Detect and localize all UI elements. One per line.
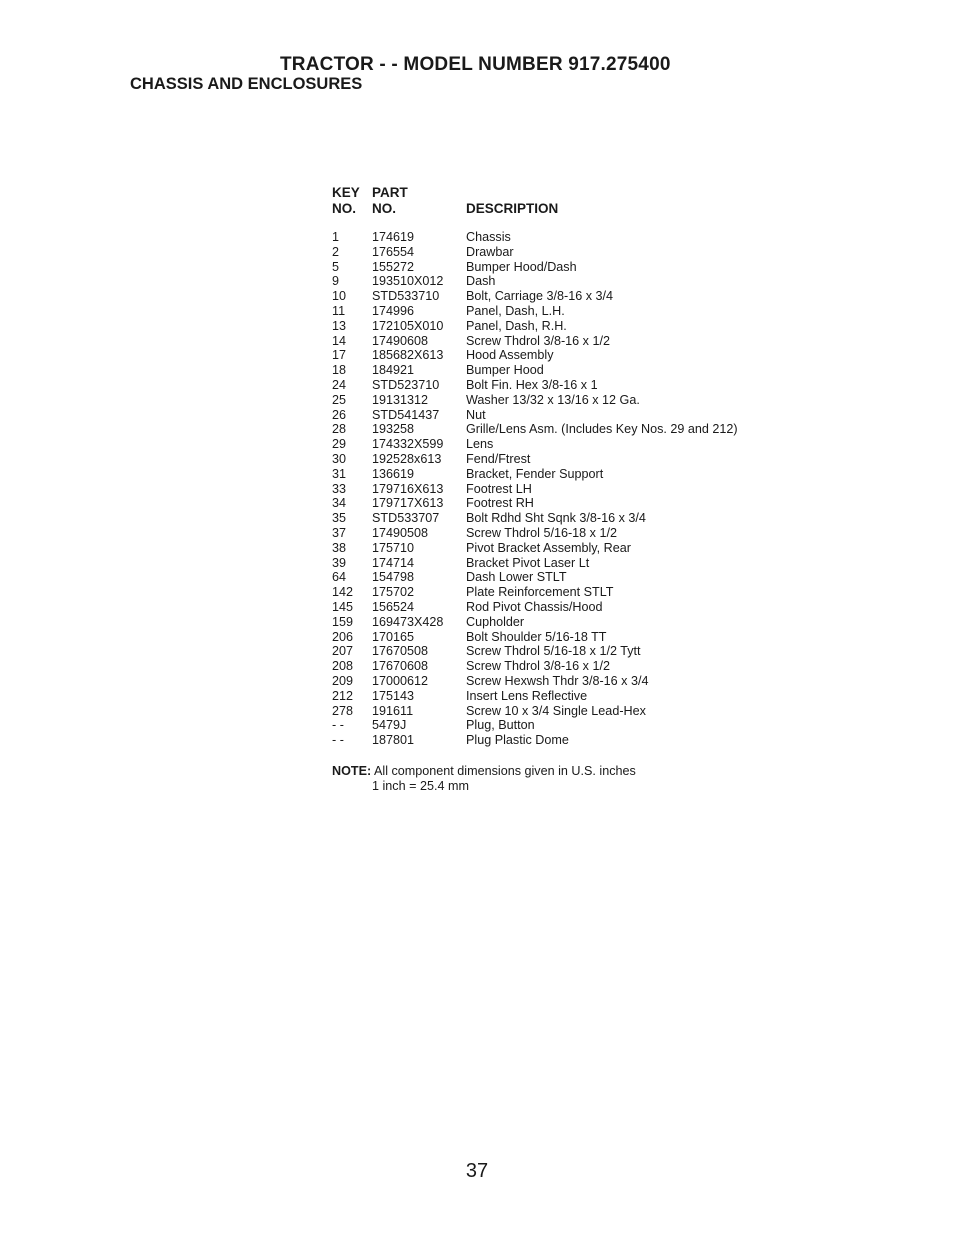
table-row <box>332 689 738 704</box>
description-cell: Pivot Bracket Assembly, Rear <box>466 540 631 555</box>
key-cell: 33 <box>332 481 347 496</box>
part-number-cell: STD541437 <box>372 407 440 422</box>
table-row <box>332 230 738 245</box>
key-cell: 64 <box>332 570 347 585</box>
part-number-cell: 174619 <box>372 230 415 244</box>
table-row <box>332 260 738 275</box>
table-row <box>332 245 738 260</box>
key-cell: 159 <box>332 614 354 629</box>
key-cell: 24 <box>332 377 347 392</box>
part-number-cell: 172105X010 <box>372 318 444 333</box>
parts-table-header <box>332 185 738 230</box>
note-text: All component dimensions given in U.S. inches <box>371 764 636 778</box>
part-number-cell: 176554 <box>372 244 415 259</box>
page-title: TRACTOR - - MODEL NUMBER 917.275400 <box>280 54 671 75</box>
part-number-cell: 174996 <box>372 303 415 318</box>
part-number-cell: 155272 <box>372 259 415 274</box>
description-cell: Screw Thdrol 3/8-16 x 1/2 <box>466 333 610 348</box>
description-cell: Plate Reinforcement STLT <box>466 585 614 600</box>
description-cell: Bolt Rdhd Sht Sqnk 3/8-16 x 3/4 <box>466 511 646 526</box>
part-number-cell: 175143 <box>372 688 415 703</box>
table-row <box>332 452 738 467</box>
description-cell: Screw Hexwsh Thdr 3/8-16 x 3/4 <box>466 673 649 688</box>
part-number-cell: 179717X613 <box>372 496 444 511</box>
description-cell: Panel, Dash, L.H. <box>466 303 565 318</box>
key-cell: 38 <box>332 540 347 555</box>
key-cell: 9 <box>332 274 340 289</box>
description-cell: Lens <box>466 437 494 452</box>
part-number-cell: 187801 <box>372 733 415 748</box>
table-row <box>332 570 738 585</box>
key-cell: 5 <box>332 259 340 274</box>
description-header: DESCRIPTION <box>466 201 559 216</box>
description-cell: Footrest LH <box>466 481 532 496</box>
part-number-cell: 175710 <box>372 540 415 555</box>
description-cell: Dash Lower STLT <box>466 570 567 585</box>
table-row <box>332 334 738 349</box>
part-number-cell: 17490608 <box>372 333 429 348</box>
part-number-cell: 156524 <box>372 599 415 614</box>
note-line2: 1 inch = 25.4 mm <box>372 778 469 793</box>
part-number-cell: 184921 <box>372 363 415 378</box>
table-row <box>332 482 738 497</box>
key-cell: 34 <box>332 496 347 511</box>
table-row <box>332 733 738 748</box>
key-cell: 39 <box>332 555 347 570</box>
key-cell: 209 <box>332 673 354 688</box>
key-cell: 10 <box>332 289 347 304</box>
part-number-cell: 17670508 <box>372 644 429 659</box>
table-row <box>332 644 738 659</box>
part-number-cell: 193510X012 <box>372 274 444 289</box>
key-cell: 14 <box>332 333 347 348</box>
part-number-cell: 192528x613 <box>372 451 442 466</box>
description-cell: Plug, Button <box>466 718 535 733</box>
table-row <box>332 408 738 423</box>
table-row <box>332 304 738 319</box>
description-cell: Cupholder <box>466 614 525 629</box>
parts-table <box>332 185 738 748</box>
key-cell: 25 <box>332 392 347 407</box>
description-cell: Screw Thdrol 5/16-18 x 1/2 Tytt <box>466 644 641 659</box>
key-cell: 35 <box>332 511 347 526</box>
description-cell: Screw Thdrol 5/16-18 x 1/2 <box>466 525 617 540</box>
table-row <box>332 600 738 615</box>
description-cell: Bolt Fin. Hex 3/8-16 x 1 <box>466 377 598 392</box>
table-row <box>332 348 738 363</box>
description-cell: Nut <box>466 407 486 422</box>
table-row <box>332 422 738 437</box>
table-row <box>332 526 738 541</box>
section-title: CHASSIS AND ENCLOSURES <box>130 75 363 93</box>
part-header-line1: PART <box>372 185 408 200</box>
key-cell: 28 <box>332 422 347 437</box>
description-cell: Bolt, Carriage 3/8-16 x 3/4 <box>466 289 614 304</box>
key-cell: 13 <box>332 318 347 333</box>
part-number-cell: 17670608 <box>372 659 429 674</box>
part-number-cell: STD523710 <box>372 377 440 392</box>
table-row <box>332 674 738 689</box>
key-cell: 207 <box>332 644 354 659</box>
description-cell: Fend/Ftrest <box>466 451 531 466</box>
description-cell: Plug Plastic Dome <box>466 733 569 748</box>
part-number-cell: 174332X599 <box>372 437 444 452</box>
key-cell: 17 <box>332 348 347 363</box>
description-cell: Drawbar <box>466 244 514 259</box>
note-line1 <box>332 764 636 779</box>
part-number-cell: 170165 <box>372 629 415 644</box>
part-number-cell: 191611 <box>372 703 414 718</box>
key-cell: 212 <box>332 688 354 703</box>
table-row <box>332 467 738 482</box>
table-row <box>332 319 738 334</box>
table-row <box>332 541 738 556</box>
part-number-cell: STD533707 <box>372 511 440 526</box>
key-cell: 142 <box>332 585 354 600</box>
table-row <box>332 393 738 408</box>
key-cell: 1 <box>332 230 340 244</box>
part-number-cell: 179716X613 <box>372 481 444 496</box>
key-cell: 26 <box>332 407 347 422</box>
table-row <box>332 630 738 645</box>
table-row <box>332 585 738 600</box>
key-cell: 37 <box>332 525 347 540</box>
part-number-cell: 5479J <box>372 718 407 733</box>
key-cell: 31 <box>332 466 347 481</box>
key-cell: - - <box>332 733 344 748</box>
part-number-cell: 17490508 <box>372 525 429 540</box>
description-cell: Footrest RH <box>466 496 534 511</box>
description-cell: Bolt Shoulder 5/16-18 TT <box>466 629 607 644</box>
part-header-line2: NO. <box>372 201 397 216</box>
description-cell: Washer 13/32 x 13/16 x 12 Ga. <box>466 392 640 407</box>
part-number-cell: 185682X613 <box>372 348 444 363</box>
part-number-cell: 169473X428 <box>372 614 444 629</box>
description-cell: Rod Pivot Chassis/Hood <box>466 599 603 614</box>
description-cell: Insert Lens Reflective <box>466 688 588 703</box>
table-row <box>332 274 738 289</box>
description-cell: Bracket Pivot Laser Lt <box>466 555 590 570</box>
table-row <box>332 437 738 452</box>
key-header-line1: KEY <box>332 185 360 200</box>
description-cell: Chassis <box>466 230 511 244</box>
key-cell: 18 <box>332 363 347 378</box>
key-cell: 11 <box>332 303 346 318</box>
table-row <box>332 511 738 526</box>
part-number-cell: 175702 <box>372 585 415 600</box>
part-number-cell: 154798 <box>372 570 415 585</box>
description-cell: Bumper Hood/Dash <box>466 259 577 274</box>
description-cell: Bumper Hood <box>466 363 544 378</box>
key-cell: 30 <box>332 451 347 466</box>
description-cell: Dash <box>466 274 496 289</box>
key-cell: 29 <box>332 437 347 452</box>
table-row <box>332 378 738 393</box>
note-label: NOTE: <box>332 764 372 778</box>
key-cell: 208 <box>332 659 354 674</box>
table-row <box>332 363 738 378</box>
part-number-cell: 19131312 <box>372 392 429 407</box>
part-number-cell: 136619 <box>372 466 415 481</box>
table-row <box>332 556 738 571</box>
description-cell: Screw 10 x 3/4 Single Lead-Hex <box>466 703 646 718</box>
description-cell: Grille/Lens Asm. (Includes Key Nos. 29 and 212) <box>466 422 738 437</box>
header-row-top <box>332 185 738 201</box>
part-number-cell: 193258 <box>372 422 415 437</box>
key-header-line2: NO. <box>332 201 357 216</box>
table-row <box>332 496 738 511</box>
description-cell: Screw Thdrol 3/8-16 x 1/2 <box>466 659 610 674</box>
header-spacer <box>466 185 738 201</box>
note-block <box>332 764 636 794</box>
part-number-cell: STD533710 <box>372 289 440 304</box>
page-number: 37 <box>465 1160 489 1182</box>
table-row <box>332 289 738 304</box>
table-row <box>332 718 738 733</box>
key-cell: 206 <box>332 629 354 644</box>
header-row-bottom <box>332 201 738 230</box>
description-cell: Bracket, Fender Support <box>466 466 604 481</box>
parts-table-body <box>332 230 738 748</box>
description-cell: Panel, Dash, R.H. <box>466 318 567 333</box>
key-cell: 145 <box>332 599 354 614</box>
key-cell: - - <box>332 718 344 733</box>
key-cell: 2 <box>332 244 340 259</box>
table-row <box>332 704 738 719</box>
description-cell: Hood Assembly <box>466 348 554 363</box>
table-row <box>332 615 738 630</box>
key-cell: 278 <box>332 703 354 718</box>
part-number-cell: 174714 <box>372 555 415 570</box>
part-number-cell: 17000612 <box>372 673 429 688</box>
table-row <box>332 659 738 674</box>
